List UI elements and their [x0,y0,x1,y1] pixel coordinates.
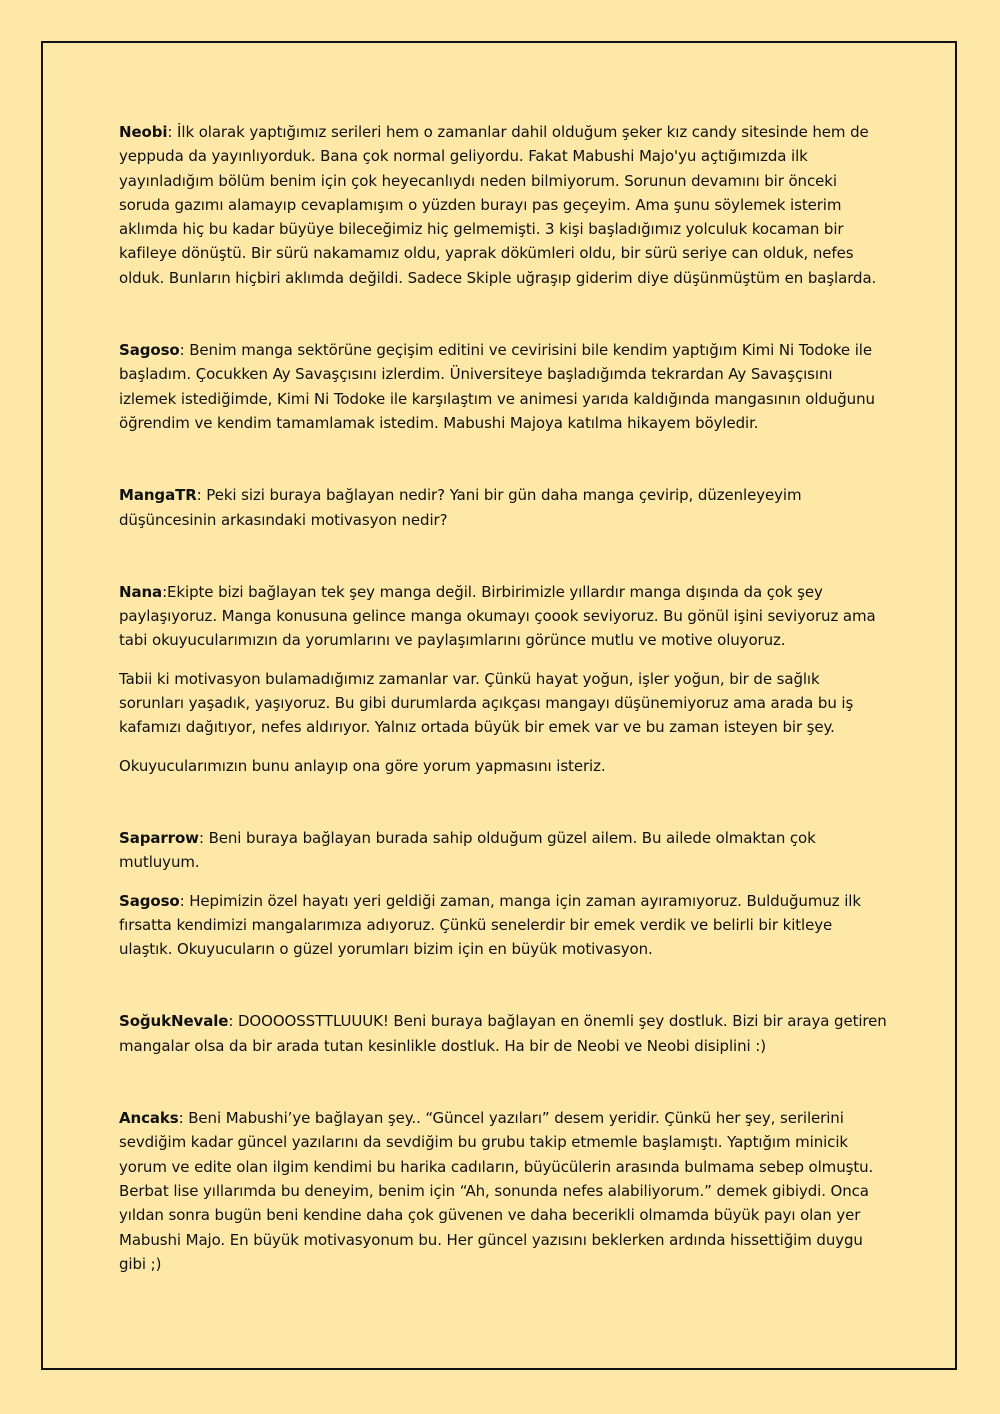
speaker-separator: : [162,582,168,601]
paragraph-mangatr-question [119,483,889,532]
answer-text: İlk olarak yaptığımız serileri hem o zamanlar dahil olduğum şeker kız candy sitesinde hem de yeppuda da yayınlıyorduk. Bana çok normal geliyordu. Fakat Mabushi Majo'yu açtığımızda ilk yayınladığım bölüm benim için çok heyecanlıydı neden bilmiyorum. Sorunun devamını bir önceki soruda gazımı alamayıp cevaplamışım o yüzden burayı pas geçeyim. Ama şunu söylemek isterim aklımda hiç bu kadar büyüye bileceğimiz hiç gelmemişti. 3 kişi başladığımız yolculuk kocaman bir kafileye dönüştü. Bir sürü nakamamız oldu, yaprak dökümleri oldu, bir sürü seriye can olduk, nefes olduk. Bunların hiçbiri aklımda değildi. Sadece Skiple uğraşıp giderim diye düşünmüştüm en başlarda. [119,123,877,287]
speaker-name: Sagoso [119,891,180,910]
speaker-name: Sagoso [119,341,180,360]
speaker-separator: : [179,341,190,360]
answer-text: Ekipte bizi bağlayan tek şey manga değil. Birbirimizle yıllardır manga dışında da çok şey paylaşıyoruz. Manga konusuna gelince manga okumayı çoook seviyoruz. Bu gönül işini seviyoruz ama tabi okuyucularımızın da yorumlarını ve paylaşımlarını görünce mutlu ve motive oluyoruz. [119,582,876,650]
speaker-name: Neobi [119,123,168,141]
speaker-name: MangaTR [119,486,197,505]
paragraph-nana-continued [119,667,889,740]
speaker-separator: : [198,828,209,847]
speaker-separator: : [178,1109,189,1128]
paragraph-nana-closing [119,754,889,778]
paragraph-sagoso [119,338,889,435]
answer-text: Tabii ki motivasyon bulamadığımız zamanlar var. Çünkü hayat yoğun, işler yoğun, bir de sağlık sorunları yaşadık, yaşıyoruz. Bu gibi durumlarda açıkçası mangayı düşünemiyoruz ama arada bu iş kafamızı dağıtıyor, nefes aldırıyor. Yalnız ortada büyük bir emek var ve bu zaman isteyen bir şey. [119,669,854,737]
interview-text [119,120,889,1276]
paragraph-sagoso-2 [119,889,889,962]
speaker-name: Ancaks [119,1109,179,1128]
answer-text: Hepimizin özel hayatı yeri geldiği zaman, manga için zaman ayıramıyoruz. Bulduğumuz ilk fırsatta kendimizi mangalarımıza adıyoruz. Çünkü senelerdir bir emek verdik ve belirli bir kitleye ulaştık. Okuyucuların o güzel yorumları bizim için en büyük motivasyon. [119,891,861,959]
answer-text: Benim manga sektörüne geçişim editini ve cevirisini bile kendim yaptığım Kimi Ni Todoke ile başladım. Çocukken Ay Savaşçısını izlerdim. Üniversiteye başladığımda tekrardan Ay Savaşçısını izlemek istediğimde, Kimi Ni Todoke ile karşılaştım ve animesi yarıda kaldığında mangasının olduğunu öğrendim ve kendim tamamlamak istedim. Mabushi Majoya katılma hikayem böyledir. [119,341,875,432]
answer-text: DOOOOSSTTLUUUK! Beni buraya bağlayan en önemli şey dostluk. Bizi bir araya getiren mangalar olsa da bir arada tutan kesinlikle dostluk. Ha bir de Neobi ve Neobi disiplini :) [119,1012,887,1055]
speaker-separator: : [179,891,190,910]
paragraph-neobi [119,120,889,290]
question-text: Peki sizi buraya bağlayan nedir? Yani bir gün daha manga çevirip, düzenleyeyim düşüncesinin arkasındaki motivasyon nedir? [119,486,802,529]
answer-text: Okuyucularımızın bunu anlayıp ona göre yorum yapmasını isteriz. [119,756,606,775]
speaker-separator: : [228,1012,238,1031]
paragraph-nana [119,580,889,653]
speaker-name: Saparrow [119,828,199,847]
paragraph-soguknevale [119,1009,889,1058]
paragraph-saparrow [119,826,889,875]
paragraph-ancaks [119,1106,889,1276]
speaker-name: SoğukNevale [119,1012,229,1031]
speaker-name: Nana [119,582,163,601]
speaker-separator: : [196,486,207,505]
speaker-separator: : [167,123,178,141]
answer-text: Beni buraya bağlayan burada sahip olduğum güzel ailem. Bu ailede olmaktan çok mutluyum. [119,828,816,872]
answer-text: Beni Mabushi’ye bağlayan şey.. “Güncel yazıları” desem yeridir. Çünkü her şey, serilerini sevdiğim kadar güncel yazılarını da sevdiğim bu grubu takip etmemle başlamıştı. Yaptığım minicik yorum ve edite olan ilgim kendimi bu harika cadıların, büyücülerin arasında bulmama sebep olmuştu. Berbat lise yıllarımda bu deneyim, benim için “Ah, sonunda nefes alabiliyorum.” demek gibiydi. Onca yıldan sonra bugün beni kendine daha çok güvenen ve daha becerikli olmamda büyük payı olan yer Mabushi Majo. En büyük motivasyonum bu. Her güncel yazısını beklerken ardında hissettiğim duygu gibi ;) [119,1109,874,1273]
